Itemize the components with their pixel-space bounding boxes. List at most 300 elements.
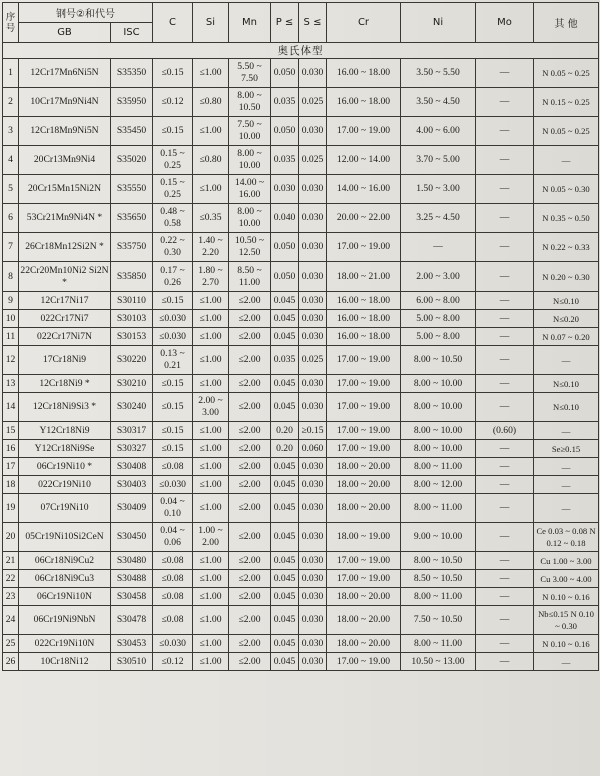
header-p: P ≤ — [271, 3, 299, 43]
cell-si: ≤1.00 — [193, 635, 229, 653]
cell-s: 0.030 — [299, 233, 327, 262]
cell-mn: ≤2.00 — [229, 422, 271, 440]
cell-cr: 18.00 ~ 20.00 — [327, 588, 401, 606]
cell-c: ≤0.08 — [153, 570, 193, 588]
cell-mn: 8.00 ~ 10.00 — [229, 204, 271, 233]
cell-isc: S35450 — [111, 117, 153, 146]
cell-cr: 18.00 ~ 20.00 — [327, 458, 401, 476]
cell-ni: 8.00 ~ 11.00 — [401, 494, 476, 523]
cell-gb: 06Cr18Ni9Cu3 — [19, 570, 111, 588]
table-row — [3, 175, 599, 204]
cell-p: 0.045 — [271, 606, 299, 635]
cell-no: 14 — [3, 393, 19, 422]
cell-no: 5 — [3, 175, 19, 204]
cell-cr: 18.00 ~ 20.00 — [327, 494, 401, 523]
table-row — [3, 458, 599, 476]
cell-cr: 17.00 ~ 19.00 — [327, 422, 401, 440]
cell-si: 2.00 ~ 3.00 — [193, 393, 229, 422]
cell-p: 0.035 — [271, 88, 299, 117]
cell-ni: 1.50 ~ 3.00 — [401, 175, 476, 204]
cell-cr: 16.00 ~ 18.00 — [327, 88, 401, 117]
cell-gb: 022Cr17Ni7N — [19, 328, 111, 346]
cell-p: 0.045 — [271, 523, 299, 552]
cell-no: 12 — [3, 346, 19, 375]
cell-mn: 8.00 ~ 10.50 — [229, 88, 271, 117]
cell-gb: 20Cr15Mn15Ni2N — [19, 175, 111, 204]
cell-p: 0.045 — [271, 570, 299, 588]
table-row — [3, 346, 599, 375]
cell-mo: — — [476, 375, 534, 393]
cell-s: 0.030 — [299, 310, 327, 328]
cell-mo: — — [476, 88, 534, 117]
cell-isc: S35550 — [111, 175, 153, 204]
cell-c: ≤0.030 — [153, 310, 193, 328]
cell-mo: — — [476, 328, 534, 346]
cell-ni: 2.00 ~ 3.00 — [401, 262, 476, 292]
header-grade-group: 钢号②和代号 — [19, 3, 153, 23]
cell-c: 0.13 ~ 0.21 — [153, 346, 193, 375]
cell-no: 26 — [3, 653, 19, 671]
cell-s: 0.025 — [299, 146, 327, 175]
cell-p: 0.045 — [271, 552, 299, 570]
cell-mo: — — [476, 606, 534, 635]
cell-mn: 14.00 ~ 16.00 — [229, 175, 271, 204]
cell-s: 0.030 — [299, 552, 327, 570]
cell-other: — — [534, 422, 599, 440]
cell-cr: 16.00 ~ 18.00 — [327, 310, 401, 328]
cell-ni: 3.50 ~ 4.50 — [401, 88, 476, 117]
cell-no: 9 — [3, 292, 19, 310]
cell-other: N 0.10 ~ 0.16 — [534, 635, 599, 653]
cell-c: ≤0.12 — [153, 653, 193, 671]
cell-p: 0.045 — [271, 375, 299, 393]
cell-ni: 7.50 ~ 10.50 — [401, 606, 476, 635]
header-gb: GB — [19, 23, 111, 43]
cell-mn: ≤2.00 — [229, 328, 271, 346]
cell-isc: S30408 — [111, 458, 153, 476]
cell-no: 4 — [3, 146, 19, 175]
cell-gb: 022Cr19Ni10 — [19, 476, 111, 494]
cell-gb: 26Cr18Mn12Si2N * — [19, 233, 111, 262]
cell-si: ≤1.00 — [193, 346, 229, 375]
cell-c: 0.15 ~ 0.25 — [153, 146, 193, 175]
cell-gb: 07Cr19Ni10 — [19, 494, 111, 523]
cell-other: Cu 3.00 ~ 4.00 — [534, 570, 599, 588]
header-isc: ISC — [111, 23, 153, 43]
cell-isc: S30478 — [111, 606, 153, 635]
cell-other: — — [534, 458, 599, 476]
cell-ni: 3.25 ~ 4.50 — [401, 204, 476, 233]
cell-si: ≤1.00 — [193, 570, 229, 588]
cell-ni: 6.00 ~ 8.00 — [401, 292, 476, 310]
cell-mo: — — [476, 310, 534, 328]
cell-gb: 12Cr18Ni9Si3 * — [19, 393, 111, 422]
cell-si: ≤1.00 — [193, 117, 229, 146]
cell-isc: S30458 — [111, 588, 153, 606]
cell-gb: 22Cr20Mn10Ni2 Si2N * — [19, 262, 111, 292]
table-row — [3, 494, 599, 523]
cell-cr: 17.00 ~ 19.00 — [327, 440, 401, 458]
cell-mn: ≤2.00 — [229, 375, 271, 393]
cell-c: 0.48 ~ 0.58 — [153, 204, 193, 233]
cell-cr: 18.00 ~ 20.00 — [327, 635, 401, 653]
header-s: S ≤ — [299, 3, 327, 43]
cell-isc: S30317 — [111, 422, 153, 440]
cell-other: N 0.35 ~ 0.50 — [534, 204, 599, 233]
cell-other: N≤0.10 — [534, 375, 599, 393]
cell-cr: 16.00 ~ 18.00 — [327, 59, 401, 88]
cell-cr: 17.00 ~ 19.00 — [327, 570, 401, 588]
cell-other: Ce 0.03 ~ 0.08 N 0.12 ~ 0.18 — [534, 523, 599, 552]
cell-other: — — [534, 494, 599, 523]
cell-c: ≤0.030 — [153, 328, 193, 346]
cell-c: ≤0.15 — [153, 422, 193, 440]
cell-p: 0.045 — [271, 393, 299, 422]
cell-ni: 8.00 ~ 10.00 — [401, 375, 476, 393]
header-ni: Ni — [401, 3, 476, 43]
cell-c: 0.17 ~ 0.26 — [153, 262, 193, 292]
cell-isc: S30327 — [111, 440, 153, 458]
cell-s: 0.060 — [299, 440, 327, 458]
cell-s: 0.030 — [299, 606, 327, 635]
cell-no: 22 — [3, 570, 19, 588]
cell-other: — — [534, 653, 599, 671]
cell-s: 0.030 — [299, 59, 327, 88]
cell-s: 0.030 — [299, 292, 327, 310]
header-cr: Cr — [327, 3, 401, 43]
cell-no: 24 — [3, 606, 19, 635]
cell-mo: — — [476, 346, 534, 375]
cell-isc: S35950 — [111, 88, 153, 117]
cell-p: 0.045 — [271, 292, 299, 310]
cell-si: 1.80 ~ 2.70 — [193, 262, 229, 292]
table-row — [3, 262, 599, 292]
table-row — [3, 204, 599, 233]
cell-other: N 0.15 ~ 0.25 — [534, 88, 599, 117]
cell-p: 0.050 — [271, 117, 299, 146]
cell-s: 0.030 — [299, 476, 327, 494]
cell-gb: 20Cr13Mn9Ni4 — [19, 146, 111, 175]
table-row — [3, 635, 599, 653]
table-row — [3, 422, 599, 440]
cell-p: 0.045 — [271, 328, 299, 346]
cell-mo: — — [476, 292, 534, 310]
cell-isc: S35650 — [111, 204, 153, 233]
cell-isc: S35850 — [111, 262, 153, 292]
cell-other: Cu 1.00 ~ 3.00 — [534, 552, 599, 570]
cell-si: ≤0.35 — [193, 204, 229, 233]
cell-cr: 17.00 ~ 19.00 — [327, 552, 401, 570]
cell-mn: ≤2.00 — [229, 606, 271, 635]
cell-mn: ≤2.00 — [229, 346, 271, 375]
cell-p: 0.045 — [271, 653, 299, 671]
section-title: 奥氏体型 — [3, 43, 599, 59]
cell-no: 10 — [3, 310, 19, 328]
cell-c: ≤0.08 — [153, 458, 193, 476]
cell-p: 0.20 — [271, 422, 299, 440]
cell-gb: 022Cr19Ni10N — [19, 635, 111, 653]
cell-mo: — — [476, 494, 534, 523]
cell-mo: — — [476, 233, 534, 262]
cell-gb: 06Cr18Ni9Cu2 — [19, 552, 111, 570]
cell-mn: ≤2.00 — [229, 523, 271, 552]
cell-si: ≤1.00 — [193, 440, 229, 458]
cell-other: N≤0.20 — [534, 310, 599, 328]
cell-s: 0.030 — [299, 494, 327, 523]
cell-mo: — — [476, 146, 534, 175]
cell-mn: ≤2.00 — [229, 458, 271, 476]
cell-c: ≤0.15 — [153, 375, 193, 393]
cell-p: 0.050 — [271, 262, 299, 292]
cell-gb: 10Cr17Mn9Ni4N — [19, 88, 111, 117]
cell-mo: — — [476, 523, 534, 552]
cell-si: ≤1.00 — [193, 588, 229, 606]
cell-no: 16 — [3, 440, 19, 458]
cell-gb: Y12Cr18Ni9 — [19, 422, 111, 440]
cell-other: — — [534, 146, 599, 175]
cell-p: 0.045 — [271, 458, 299, 476]
cell-no: 17 — [3, 458, 19, 476]
cell-no: 20 — [3, 523, 19, 552]
cell-s: 0.030 — [299, 262, 327, 292]
cell-no: 15 — [3, 422, 19, 440]
cell-s: 0.030 — [299, 653, 327, 671]
cell-no: 23 — [3, 588, 19, 606]
table-row — [3, 146, 599, 175]
cell-cr: 18.00 ~ 20.00 — [327, 606, 401, 635]
cell-si: ≤1.00 — [193, 375, 229, 393]
cell-cr: 20.00 ~ 22.00 — [327, 204, 401, 233]
table-row — [3, 328, 599, 346]
cell-s: ≥0.15 — [299, 422, 327, 440]
cell-ni: 9.00 ~ 10.00 — [401, 523, 476, 552]
cell-cr: 17.00 ~ 19.00 — [327, 117, 401, 146]
cell-si: ≤1.00 — [193, 59, 229, 88]
cell-other: N 0.22 ~ 0.33 — [534, 233, 599, 262]
cell-mn: 8.00 ~ 10.00 — [229, 146, 271, 175]
cell-mo: — — [476, 552, 534, 570]
cell-ni: 3.50 ~ 5.50 — [401, 59, 476, 88]
cell-cr: 16.00 ~ 18.00 — [327, 292, 401, 310]
cell-si: ≤1.00 — [193, 476, 229, 494]
cell-isc: S30453 — [111, 635, 153, 653]
cell-mn: ≤2.00 — [229, 635, 271, 653]
cell-other: Se≥0.15 — [534, 440, 599, 458]
cell-gb: 12Cr17Ni17 — [19, 292, 111, 310]
cell-other: N 0.05 ~ 0.25 — [534, 117, 599, 146]
cell-gb: 12Cr18Mn9Ni5N — [19, 117, 111, 146]
cell-s: 0.030 — [299, 523, 327, 552]
cell-gb: 12Cr18Ni9 * — [19, 375, 111, 393]
cell-no: 18 — [3, 476, 19, 494]
cell-other: N≤0.10 — [534, 292, 599, 310]
cell-p: 0.045 — [271, 588, 299, 606]
cell-si: ≤1.00 — [193, 606, 229, 635]
cell-s: 0.030 — [299, 570, 327, 588]
cell-other: Nb≤0.15 N 0.10 ~ 0.30 — [534, 606, 599, 635]
cell-p: 0.040 — [271, 204, 299, 233]
cell-mo: — — [476, 204, 534, 233]
header-seq: 序号 — [3, 3, 19, 43]
cell-no: 3 — [3, 117, 19, 146]
cell-ni: 8.00 ~ 12.00 — [401, 476, 476, 494]
cell-other: N 0.10 ~ 0.16 — [534, 588, 599, 606]
header-mn: Mn — [229, 3, 271, 43]
cell-ni: 10.50 ~ 13.00 — [401, 653, 476, 671]
cell-gb: 06Cr19Ni9NbN — [19, 606, 111, 635]
cell-si: ≤1.00 — [193, 310, 229, 328]
cell-si: ≤0.80 — [193, 146, 229, 175]
table-row — [3, 523, 599, 552]
cell-s: 0.030 — [299, 117, 327, 146]
cell-c: 0.22 ~ 0.30 — [153, 233, 193, 262]
cell-other: N≤0.10 — [534, 393, 599, 422]
cell-ni: 8.00 ~ 10.00 — [401, 440, 476, 458]
cell-s: 0.030 — [299, 393, 327, 422]
table-row — [3, 476, 599, 494]
cell-no: 2 — [3, 88, 19, 117]
cell-mn: 8.50 ~ 11.00 — [229, 262, 271, 292]
cell-ni: 8.00 ~ 11.00 — [401, 458, 476, 476]
table-body — [3, 43, 599, 671]
cell-mo: — — [476, 262, 534, 292]
steel-composition-table — [2, 2, 599, 671]
cell-c: ≤0.08 — [153, 588, 193, 606]
table-row — [3, 570, 599, 588]
cell-si: ≤1.00 — [193, 175, 229, 204]
cell-gb: Y12Cr18Ni9Se — [19, 440, 111, 458]
table-row — [3, 552, 599, 570]
cell-mn: 5.50 ~ 7.50 — [229, 59, 271, 88]
cell-mn: ≤2.00 — [229, 476, 271, 494]
cell-mo: — — [476, 570, 534, 588]
cell-isc: S30450 — [111, 523, 153, 552]
cell-c: ≤0.15 — [153, 393, 193, 422]
cell-mn: ≤2.00 — [229, 494, 271, 523]
cell-other: N 0.05 ~ 0.25 — [534, 59, 599, 88]
cell-p: 0.030 — [271, 175, 299, 204]
cell-cr: 18.00 ~ 21.00 — [327, 262, 401, 292]
cell-cr: 17.00 ~ 19.00 — [327, 653, 401, 671]
table-row — [3, 310, 599, 328]
header-other: 其 他 — [534, 3, 599, 43]
cell-mn: ≤2.00 — [229, 292, 271, 310]
cell-ni: 4.00 ~ 6.00 — [401, 117, 476, 146]
cell-no: 6 — [3, 204, 19, 233]
cell-other: N 0.20 ~ 0.30 — [534, 262, 599, 292]
cell-mn: 10.50 ~ 12.50 — [229, 233, 271, 262]
cell-mn: ≤2.00 — [229, 310, 271, 328]
table-row — [3, 88, 599, 117]
cell-mn: ≤2.00 — [229, 653, 271, 671]
cell-si: 1.00 ~ 2.00 — [193, 523, 229, 552]
cell-cr: 17.00 ~ 19.00 — [327, 233, 401, 262]
cell-c: 0.04 ~ 0.10 — [153, 494, 193, 523]
cell-c: 0.04 ~ 0.06 — [153, 523, 193, 552]
table-row — [3, 440, 599, 458]
cell-no: 13 — [3, 375, 19, 393]
cell-ni: 3.70 ~ 5.00 — [401, 146, 476, 175]
cell-si: ≤1.00 — [193, 494, 229, 523]
cell-si: ≤1.00 — [193, 653, 229, 671]
cell-ni: 8.00 ~ 10.00 — [401, 393, 476, 422]
table-row — [3, 393, 599, 422]
cell-p: 0.20 — [271, 440, 299, 458]
table-row — [3, 653, 599, 671]
cell-isc: S30240 — [111, 393, 153, 422]
cell-isc: S30480 — [111, 552, 153, 570]
cell-mn: ≤2.00 — [229, 588, 271, 606]
cell-isc: S30409 — [111, 494, 153, 523]
cell-c: ≤0.030 — [153, 635, 193, 653]
cell-s: 0.030 — [299, 375, 327, 393]
cell-isc: S30103 — [111, 310, 153, 328]
cell-si: ≤0.80 — [193, 88, 229, 117]
table-header — [3, 3, 599, 43]
cell-gb: 06Cr19Ni10N — [19, 588, 111, 606]
cell-other: N 0.05 ~ 0.30 — [534, 175, 599, 204]
cell-cr: 14.00 ~ 16.00 — [327, 175, 401, 204]
cell-s: 0.025 — [299, 346, 327, 375]
cell-gb: 06Cr19Ni10 * — [19, 458, 111, 476]
cell-mo: — — [476, 458, 534, 476]
cell-p: 0.035 — [271, 346, 299, 375]
cell-ni: 8.50 ~ 10.50 — [401, 570, 476, 588]
cell-ni: 8.00 ~ 10.50 — [401, 552, 476, 570]
cell-no: 7 — [3, 233, 19, 262]
cell-s: 0.025 — [299, 88, 327, 117]
cell-ni: 8.00 ~ 10.00 — [401, 422, 476, 440]
cell-cr: 17.00 ~ 19.00 — [327, 393, 401, 422]
cell-mo: — — [476, 175, 534, 204]
cell-mo: — — [476, 476, 534, 494]
cell-other: — — [534, 346, 599, 375]
cell-mn: ≤2.00 — [229, 552, 271, 570]
cell-mo: — — [476, 117, 534, 146]
cell-c: ≤0.15 — [153, 292, 193, 310]
cell-no: 11 — [3, 328, 19, 346]
cell-mo: — — [476, 588, 534, 606]
cell-si: 1.40 ~ 2.20 — [193, 233, 229, 262]
cell-mo: (0.60) — [476, 422, 534, 440]
cell-cr: 17.00 ~ 19.00 — [327, 375, 401, 393]
cell-ni: 8.00 ~ 11.00 — [401, 588, 476, 606]
cell-gb: 17Cr18Ni9 — [19, 346, 111, 375]
cell-cr: 18.00 ~ 19.00 — [327, 523, 401, 552]
cell-cr: 17.00 ~ 19.00 — [327, 346, 401, 375]
cell-isc: S30510 — [111, 653, 153, 671]
cell-c: 0.15 ~ 0.25 — [153, 175, 193, 204]
cell-mn: ≤2.00 — [229, 570, 271, 588]
header-si: Si — [193, 3, 229, 43]
table-row — [3, 375, 599, 393]
cell-cr: 18.00 ~ 20.00 — [327, 476, 401, 494]
cell-isc: S30220 — [111, 346, 153, 375]
cell-p: 0.045 — [271, 476, 299, 494]
table-row — [3, 117, 599, 146]
cell-si: ≤1.00 — [193, 458, 229, 476]
cell-c: ≤0.15 — [153, 117, 193, 146]
cell-mo: — — [476, 635, 534, 653]
cell-s: 0.030 — [299, 458, 327, 476]
cell-no: 25 — [3, 635, 19, 653]
cell-isc: S30403 — [111, 476, 153, 494]
cell-p: 0.035 — [271, 146, 299, 175]
cell-no: 19 — [3, 494, 19, 523]
cell-c: ≤0.030 — [153, 476, 193, 494]
cell-ni: 8.00 ~ 11.00 — [401, 635, 476, 653]
cell-p: 0.045 — [271, 494, 299, 523]
